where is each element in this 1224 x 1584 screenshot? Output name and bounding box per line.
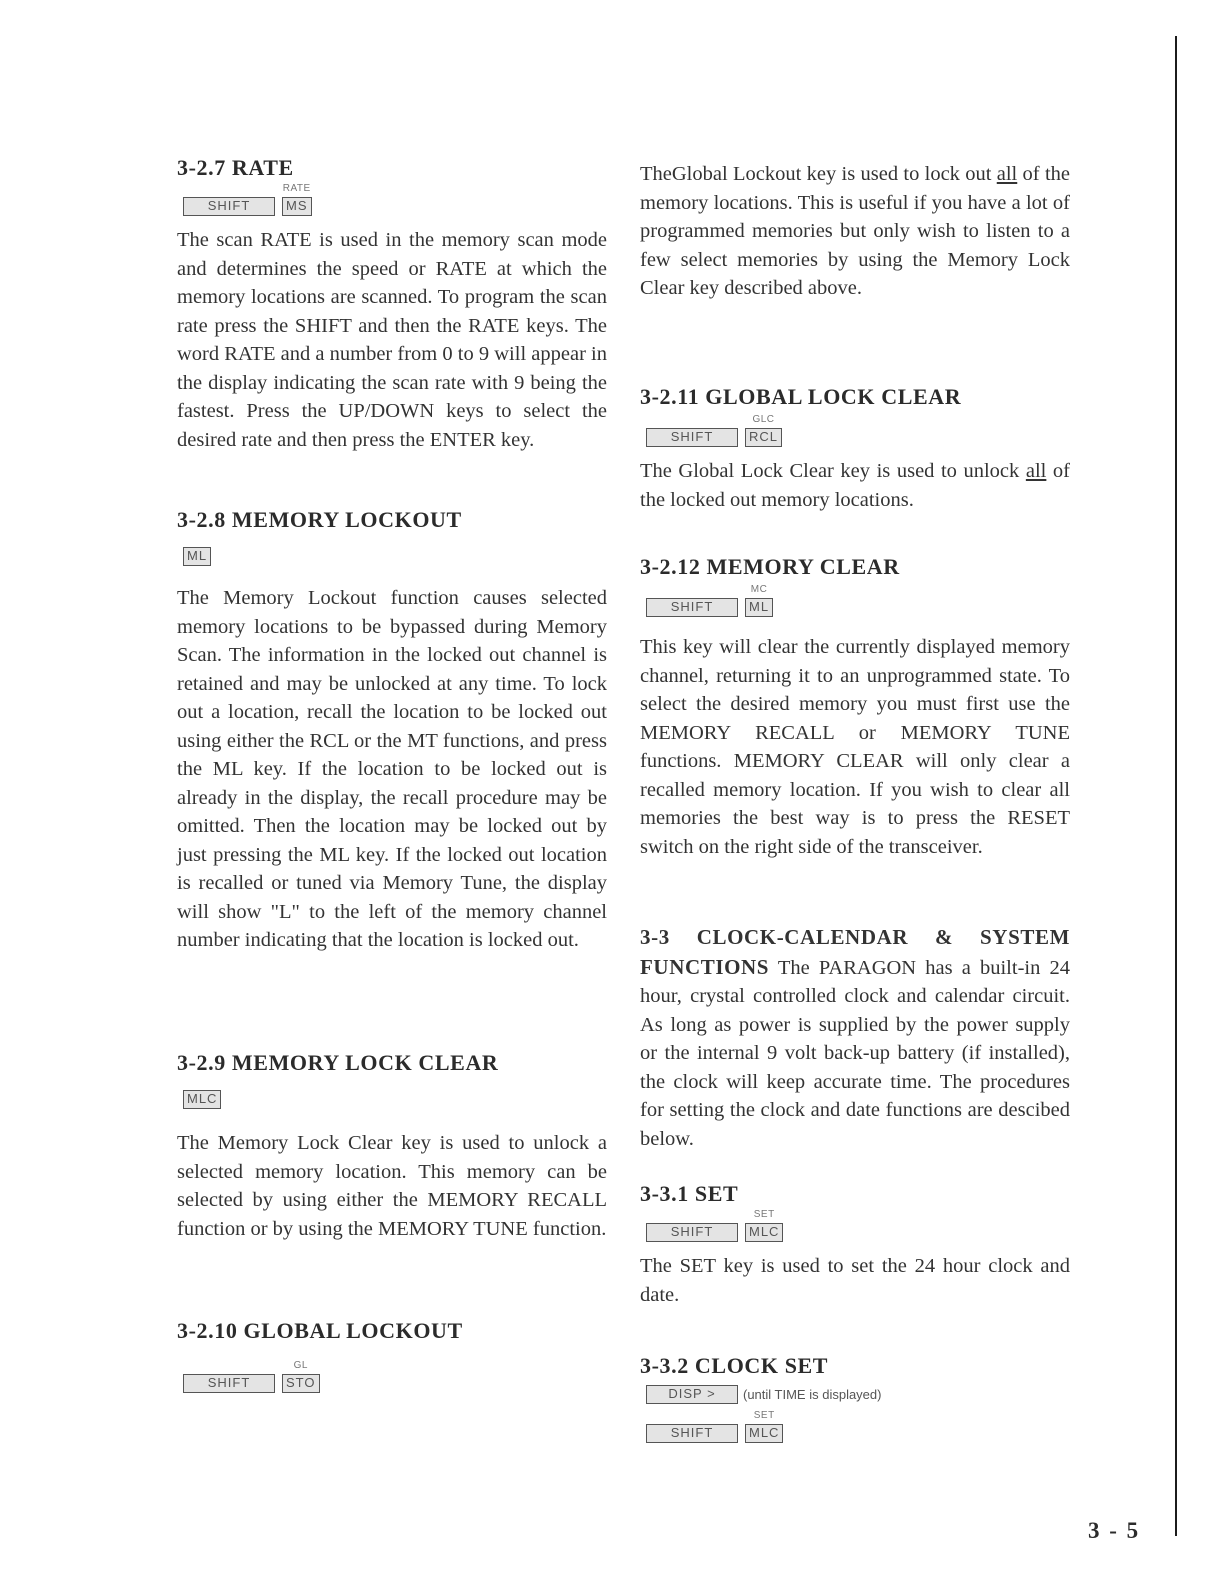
ml-key: MC ML bbox=[745, 598, 773, 617]
sto-key: GL STO bbox=[282, 1374, 320, 1393]
section-3-2-11 bbox=[640, 382, 1070, 552]
key-sequence bbox=[183, 1090, 607, 1109]
section-body: The Memory Lockout function causes selected memory locations to be bypassed during Memory Scan. The information in the locked out channel is retained and may be unlocked at any time. To lock out a location, recall the location to be locked out using either the RCL or the MT functions, and press the ML key. If the location to be locked out is already in the display, the recall procedure may be omitted. Then the location may be locked out by just pressing the ML key. If the locked out location is recalled or tuned via Memory Tune, the display will show "L" to the left of the memory channel number indicating that the location is locked out. bbox=[177, 587, 607, 951]
left-column bbox=[177, 150, 607, 1403]
section-heading: 3-2.11 GLOBAL LOCK CLEAR bbox=[640, 384, 962, 409]
section-3-3-2 bbox=[640, 1351, 1070, 1443]
shift-key: SHIFT bbox=[646, 1424, 738, 1443]
section-body: 3-3 CLOCK-CALENDAR & SYSTEM FUNCTIONS The PARAGON has a built-in 24 hour, crystal controlled clock and calendar circuit. As long as power is supplied by the power supply or the internal 9 volt back-up battery (if installed), the clock will keep accurate time. The procedures for setting the clock and date functions are descibed below. bbox=[640, 925, 1070, 1150]
disp-note: (until TIME is displayed) bbox=[743, 1387, 882, 1402]
key-sequence bbox=[646, 584, 1070, 617]
section-3-2-10 bbox=[177, 1316, 607, 1393]
key-sequence bbox=[183, 1360, 607, 1393]
page-number: 3 - 5 bbox=[1088, 1518, 1141, 1543]
section-heading: 3-2.8 MEMORY LOCKOUT bbox=[177, 507, 462, 532]
section-heading: 3-2.9 MEMORY LOCK CLEAR bbox=[177, 1050, 499, 1075]
margin-rule bbox=[1175, 36, 1177, 1536]
key-sequence bbox=[183, 547, 607, 566]
disp-key: DISP > bbox=[646, 1385, 738, 1404]
section-heading: 3-3.2 CLOCK SET bbox=[640, 1353, 829, 1378]
section-heading: 3-2.12 MEMORY CLEAR bbox=[640, 554, 900, 579]
shift-key: SHIFT bbox=[183, 1374, 275, 1393]
section-3-2-8 bbox=[177, 505, 607, 1048]
section-3-3 bbox=[640, 923, 1070, 1179]
section-body: The scan RATE is used in the memory scan mode and determines the speed or RATE at which the memory locations are scanned. To program the scan rate press the SHIFT and then the RATE keys. The word RATE and a number from 0 to 9 will appear in the display indicating the scan rate with 9 being the fastest. Press the UP/DOWN keys to select the desired rate and then press the ENTER key. bbox=[177, 229, 607, 451]
section-3-2-9 bbox=[177, 1048, 607, 1316]
section-body: The Memory Lock Clear key is used to unlock a selected memory location. This memory can be selected by using either the MEMORY RECALL function or by using the MEMORY TUNE function. bbox=[177, 1132, 607, 1240]
mlc-key: MLC bbox=[183, 1090, 221, 1109]
section-3-2-12 bbox=[640, 552, 1070, 923]
key-sequence bbox=[183, 183, 607, 216]
section-3-2-7 bbox=[177, 153, 607, 505]
disp-key-sequence bbox=[646, 1385, 1070, 1404]
global-lockout-body: TheGlobal Lockout key is used to lock out all of the memory locations. This is useful if you have a lot of programmed memories but only wish to listen to a few select memories by using the Memory Lock Clear key described above. bbox=[640, 163, 1070, 299]
section-3-3-1 bbox=[640, 1179, 1070, 1351]
rcl-key: GLC RCL bbox=[745, 428, 782, 447]
section-body: The Global Lock Clear key is used to unlock all of the locked out memory locations. bbox=[640, 460, 1071, 511]
section-heading: 3-2.7 RATE bbox=[177, 155, 294, 180]
shift-key: SHIFT bbox=[646, 598, 738, 617]
mlc-key: SET MLC bbox=[745, 1223, 783, 1242]
section-body: The SET key is used to set the 24 hour clock and date. bbox=[640, 1255, 1070, 1306]
section-heading: 3-3.1 SET bbox=[640, 1181, 739, 1206]
shift-key: SHIFT bbox=[646, 428, 738, 447]
section-heading: 3-2.10 GLOBAL LOCKOUT bbox=[177, 1318, 463, 1343]
right-column bbox=[640, 150, 1070, 1453]
section-heading: 3-3 CLOCK-CALENDAR & SYSTEM FUNCTIONS bbox=[640, 925, 1070, 979]
key-sequence bbox=[646, 414, 1070, 447]
ml-key: ML bbox=[183, 547, 211, 566]
ms-key: RATE MS bbox=[282, 197, 312, 216]
key-sequence bbox=[646, 1410, 1070, 1443]
shift-key: SHIFT bbox=[183, 197, 275, 216]
shift-key: SHIFT bbox=[646, 1223, 738, 1242]
section-body: This key will clear the currently displayed memory channel, returning it to an unprogrammed state. To select the desired memory you must first use the MEMORY RECALL or MEMORY TUNE functions. MEMORY CLEAR will only clear a recalled memory location. If you wish to clear all memories the best way is to press the RESET switch on the right side of the transceiver. bbox=[640, 636, 1070, 858]
mlc-key: SET MLC bbox=[745, 1424, 783, 1443]
key-sequence bbox=[646, 1209, 1070, 1242]
